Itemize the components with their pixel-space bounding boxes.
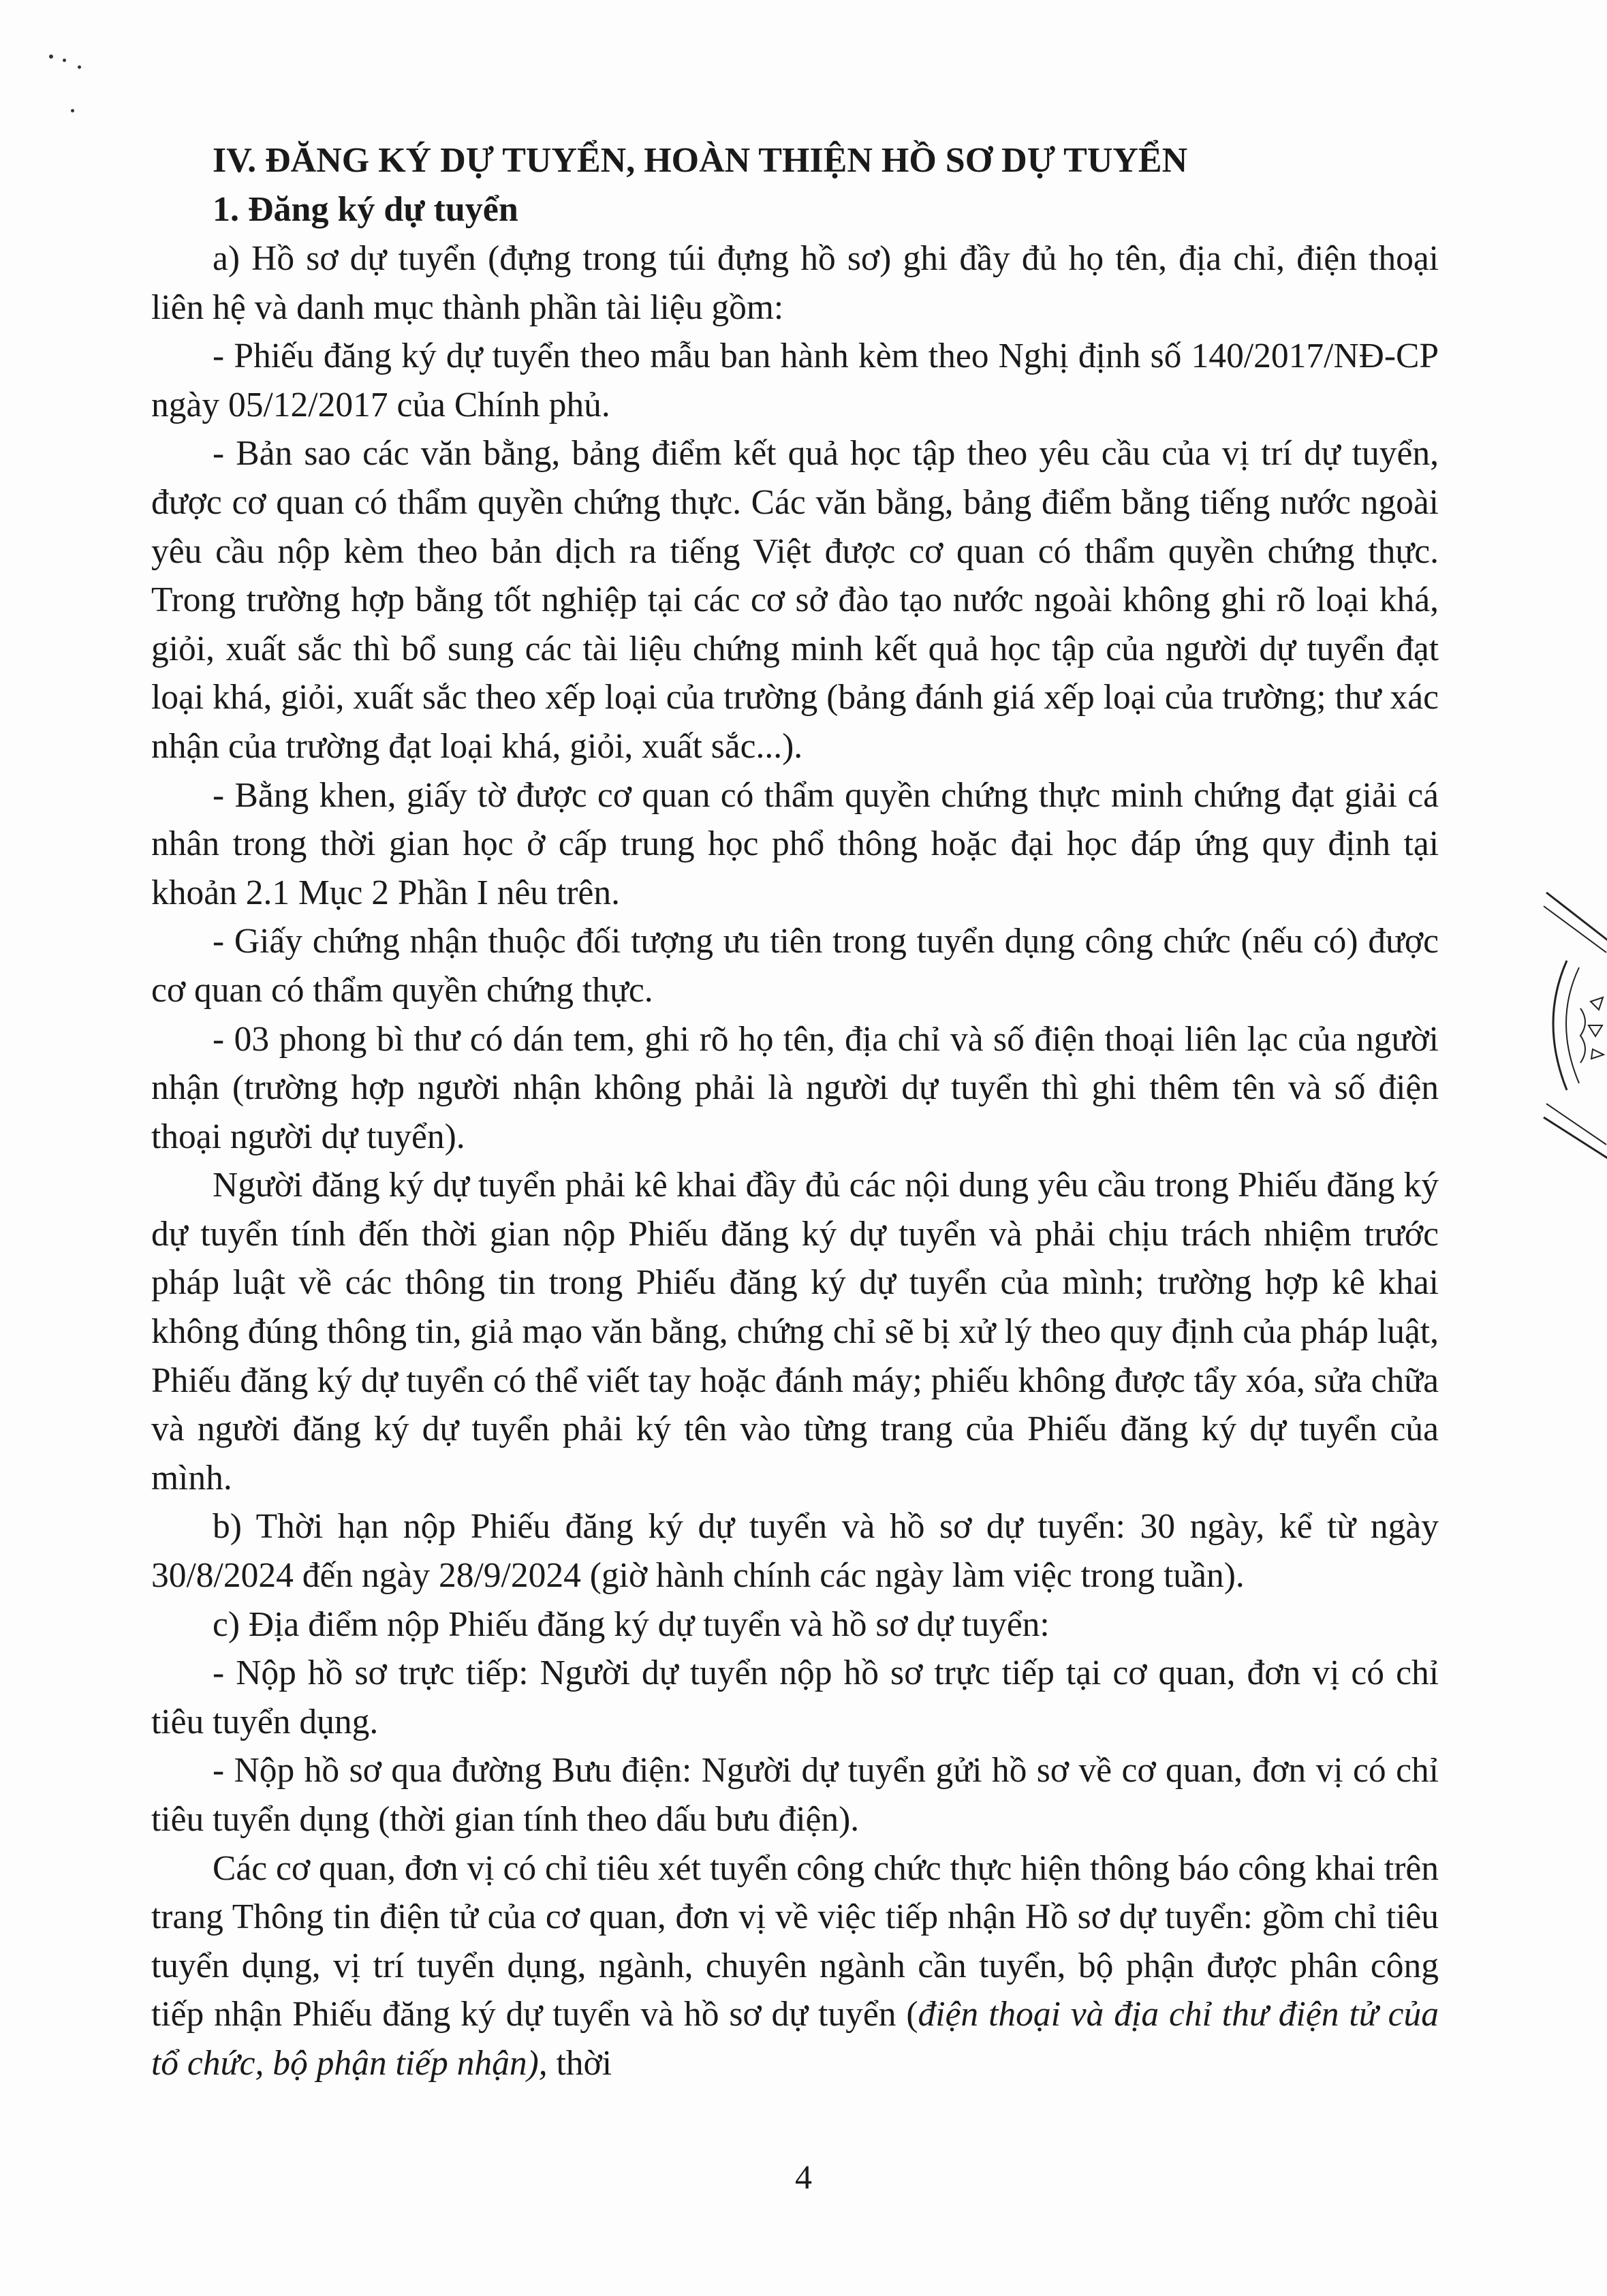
paragraph-c-location: c) Địa điểm nộp Phiếu đăng ký dự tuyển và hồ sơ dự tuyển: <box>213 1604 1050 1644</box>
public-notice-italic: điện thoại và địa chỉ thư điện tử của tổ chức, bộ phận tiếp nhận), <box>151 1995 1439 2083</box>
paragraph-a-intro: a) Hồ sơ dự tuyển (đựng trong túi đựng hồ sơ) ghi đầy đủ họ tên, địa chỉ, điện thoại liên hệ và danh mục thành phần tài liệu gồm: <box>151 239 1439 327</box>
scan-speck <box>71 109 74 112</box>
scan-speck <box>78 65 81 69</box>
item-submit-in-person: - Nộp hồ sơ trực tiếp: Người dự tuyển nộp hồ sơ trực tiếp tại cơ quan, đơn vị có chỉ tiêu tuyển dụng. <box>151 1654 1439 1741</box>
public-notice-tail: thời <box>547 2043 612 2083</box>
item-certificates-of-merit: - Bằng khen, giấy tờ được cơ quan có thẩm quyền chứng thực minh chứng đạt giải cá nhân trong thời gian học ở cấp trung học phổ thông hoặc đại học đáp ứng quy định tại khoản 2.1 Mục 2 Phần I nêu trên. <box>151 775 1439 912</box>
subsection-heading: 1. Đăng ký dự tuyển <box>213 190 518 229</box>
page-number: 4 <box>795 2158 812 2196</box>
item-envelopes: - 03 phong bì thư có dán tem, ghi rõ họ tên, địa chỉ và số điện thoại liên lạc của người nhận (trường hợp người nhận không phải là người dự tuyển thì ghi thêm tên và số điện thoại người dự tuyển). <box>151 1019 1439 1156</box>
item-diplomas-transcripts: - Bản sao các văn bằng, bảng điểm kết quả học tập theo yêu cầu của vị trí dự tuyển, được cơ quan có thẩm quyền chứng thực. Các văn bằng, bảng điểm bằng tiếng nước ngoài yêu cầu nộp kèm theo bản dịch ra tiếng Việt được cơ quan có thẩm quyền chứng thực. Trong trường hợp bằng tốt nghiệp tại các cơ sở đào tạo nước ngoài không ghi rõ loại khá, giỏi, xuất sắc thì bổ sung các tài liệu chứng minh kết quả học tập của người dự tuyển đạt loại khá, giỏi, xuất sắc theo xếp loại của trường (bảng đánh giá xếp loại của trường; thư xác nhận của trường đạt loại khá, giỏi, xuất sắc...). <box>151 434 1439 766</box>
document-body <box>151 136 1439 2088</box>
paragraph-b-deadline: b) Thời hạn nộp Phiếu đăng ký dự tuyển và hồ sơ dự tuyển: 30 ngày, kể từ ngày 30/8/2024 đến ngày 28/9/2024 (giờ hành chính các ngày làm việc trong tuần). <box>151 1507 1439 1596</box>
public-notice-text: Các cơ quan, đơn vị có chỉ tiêu xét tuyển công chức thực hiện thông báo công khai trên trang Thông tin điện tử của cơ quan, đơn vị về việc tiếp nhận Hồ sơ dự tuyển: gồm chỉ tiêu tuyển dụng, vị trí tuyển dụng, ngành, chuyên ngành cần tuyển, bộ phận được phân công tiếp nhận Phiếu đăng ký dự tuyển và hồ sơ dự tuyển ( <box>151 1848 1439 2034</box>
seal-stamp-partial <box>1526 879 1607 1165</box>
scan-speck <box>49 55 53 59</box>
section-heading: IV. ĐĂNG KÝ DỰ TUYỂN, HOÀN THIỆN HỒ SƠ DỰ TUYỂN <box>213 141 1188 180</box>
item-registration-form: - Phiếu đăng ký dự tuyển theo mẫu ban hành kèm theo Nghị định số 140/2017/NĐ-CP ngày 05/12/2017 của Chính phủ. <box>151 337 1439 424</box>
item-submit-by-post: - Nộp hồ sơ qua đường Bưu điện: Người dự tuyển gửi hồ sơ về cơ quan, đơn vị có chỉ tiêu tuyển dụng (thời gian tính theo dấu bưu điện). <box>151 1751 1439 1839</box>
scan-speck <box>63 59 66 62</box>
paragraph-declaration: Người đăng ký dự tuyển phải kê khai đầy đủ các nội dung yêu cầu trong Phiếu đăng ký dự tuyển tính đến thời gian nộp Phiếu đăng ký dự tuyển và phải chịu trách nhiệm trước pháp luật về các thông tin trong Phiếu đăng ký dự tuyển của mình; trường hợp kê khai không đúng thông tin, giả mạo văn bằng, chứng chỉ sẽ bị xử lý theo quy định của pháp luật, Phiếu đăng ký dự tuyển có thể viết tay hoặc đánh máy; phiếu không được tẩy xóa, sửa chữa và người đăng ký dự tuyển phải ký tên vào từng trang của Phiếu đăng ký dự tuyển của mình. <box>151 1166 1439 1498</box>
paragraph-public-notice <box>151 1844 1439 2088</box>
item-priority-certificate: - Giấy chứng nhận thuộc đối tượng ưu tiên trong tuyển dụng công chức (nếu có) được cơ quan có thẩm quyền chứng thực. <box>151 922 1439 1010</box>
